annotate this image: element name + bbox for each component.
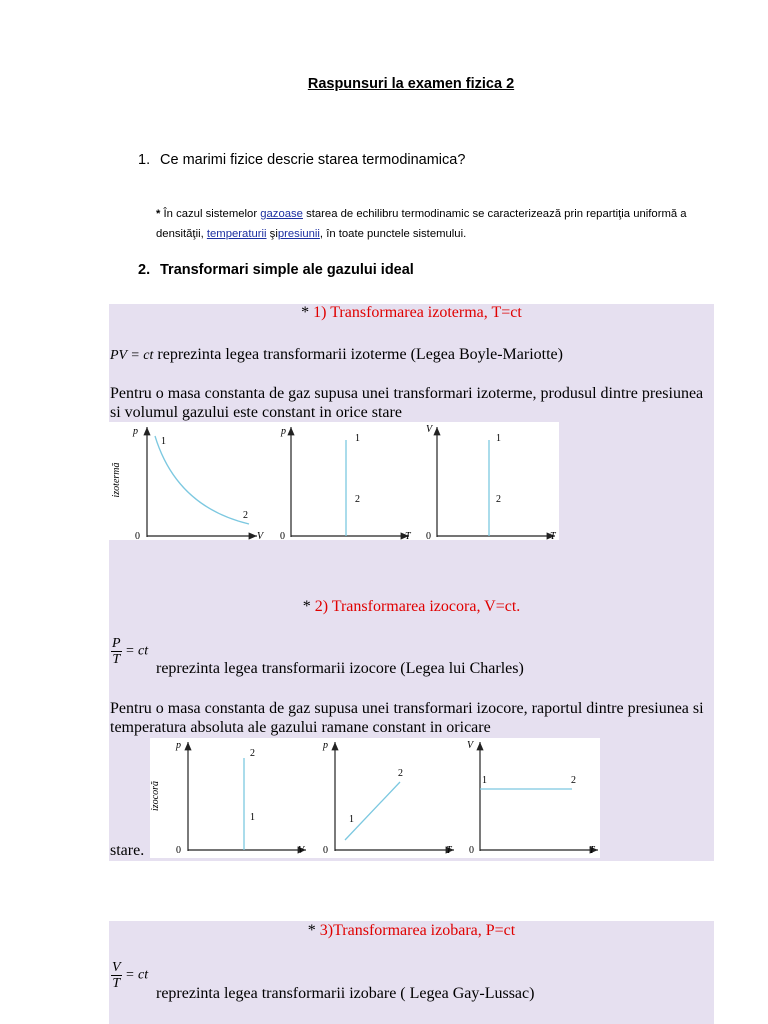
formula-numerator: P bbox=[112, 636, 121, 651]
question-1-number: 1. bbox=[138, 152, 151, 168]
formula-rest: = ct bbox=[125, 967, 149, 983]
point-2-label: 2 bbox=[250, 748, 255, 759]
origin-label: 0 bbox=[135, 531, 140, 540]
section-3-title: 3)Transformarea izobara, P=ct bbox=[319, 922, 516, 939]
formula-rest: = ct bbox=[125, 643, 149, 659]
section-1-bullet: * bbox=[301, 304, 314, 321]
section-1-heading bbox=[109, 304, 714, 322]
link-gazoase[interactable]: gazoase bbox=[260, 208, 303, 220]
section-3-law: reprezinta legea transformarii izobare ( Legea Gay-Lussac) bbox=[156, 985, 535, 1002]
y-axis-label: V bbox=[467, 740, 474, 751]
graph-1a bbox=[132, 426, 265, 540]
section-1-law bbox=[110, 345, 715, 365]
origin-label: 0 bbox=[426, 531, 431, 540]
section-2-bullet: * bbox=[302, 598, 315, 615]
x-axis-label: T bbox=[405, 531, 411, 540]
link-presiunii[interactable]: presiunii bbox=[277, 228, 320, 240]
isochore-line bbox=[345, 782, 400, 840]
note-text: starea de echilibru termodinamic se caracterizează prin repartiţia uniformă a densităţii, bbox=[156, 208, 687, 240]
graph-2a bbox=[175, 740, 306, 856]
formula-denominator: T bbox=[112, 652, 121, 667]
point-2-label: 2 bbox=[398, 768, 403, 779]
section-1-graphs bbox=[109, 422, 559, 540]
question-1 bbox=[138, 152, 465, 168]
section-2-formula bbox=[111, 636, 148, 667]
formula-numerator: V bbox=[112, 960, 121, 975]
section-2-law: reprezinta legea transformarii izocore (Legea lui Charles) bbox=[156, 660, 524, 677]
document-title: Raspunsuri la examen fizica 2 bbox=[307, 76, 515, 92]
x-axis-label: V bbox=[298, 845, 305, 856]
point-2-label: 2 bbox=[571, 775, 576, 786]
x-axis-label: T bbox=[550, 531, 556, 540]
question-2 bbox=[138, 262, 414, 278]
isotherm-curve bbox=[155, 436, 249, 524]
point-1-label: 1 bbox=[496, 433, 501, 444]
point-2-label: 2 bbox=[355, 494, 360, 505]
graph-side-label: izotermă bbox=[111, 462, 122, 498]
y-axis-label: p bbox=[323, 740, 328, 751]
y-axis-label: p bbox=[281, 426, 286, 437]
graph-side-label: izocoră bbox=[150, 781, 161, 811]
section-3-heading bbox=[109, 922, 714, 940]
x-axis-label: T bbox=[446, 845, 452, 856]
note-text: şi bbox=[266, 228, 278, 240]
point-1-label: 1 bbox=[355, 433, 360, 444]
point-2-label: 2 bbox=[496, 494, 501, 505]
note-text: , în toate punctele sistemului. bbox=[319, 228, 467, 240]
section-2-description-end: stare. bbox=[110, 842, 145, 859]
note-bullet: * bbox=[156, 208, 161, 220]
graph-2c bbox=[467, 740, 598, 856]
question-2-number: 2. bbox=[138, 262, 151, 278]
point-1-label: 1 bbox=[349, 814, 354, 825]
section-1-law-text: reprezinta legea transformarii izoterme (Legea Boyle-Mariotte) bbox=[153, 346, 563, 363]
section-2-graphs bbox=[150, 738, 600, 858]
section-3-bullet: * bbox=[307, 922, 320, 939]
question-1-text: Ce marimi fizice descrie starea termodinamica? bbox=[160, 152, 466, 168]
origin-label: 0 bbox=[280, 531, 285, 540]
point-2-label: 2 bbox=[243, 510, 248, 521]
origin-label: 0 bbox=[469, 845, 474, 856]
y-axis-label: V bbox=[426, 424, 433, 435]
graph-1c bbox=[426, 424, 557, 540]
formula-denominator: T bbox=[112, 976, 121, 991]
section-3-formula bbox=[111, 960, 148, 991]
point-1-label: 1 bbox=[161, 436, 166, 447]
section-2-title: 2) Transformarea izocora, V=ct. bbox=[314, 598, 521, 615]
y-axis-label: p bbox=[176, 740, 181, 751]
y-axis-label: p bbox=[133, 426, 138, 437]
x-axis-label: T bbox=[589, 845, 595, 856]
section-1-description: Pentru o masa constanta de gaz supusa unei transformari izoterme, produsul dintre presiunea si volumul gazului este constant in orice stare bbox=[110, 385, 704, 421]
x-axis-label: V bbox=[257, 531, 264, 540]
section-2-heading bbox=[109, 598, 714, 616]
origin-label: 0 bbox=[323, 845, 328, 856]
graph-1b bbox=[280, 426, 412, 540]
section-1-title: 1) Transformarea izoterma, T=ct bbox=[313, 304, 522, 321]
point-1-label: 1 bbox=[250, 812, 255, 823]
point-1-label: 1 bbox=[482, 775, 487, 786]
origin-label: 0 bbox=[176, 845, 181, 856]
note-text: În cazul sistemelor bbox=[160, 208, 261, 220]
graph-2b bbox=[322, 740, 454, 856]
link-temperaturii[interactable]: temperaturii bbox=[206, 228, 267, 240]
section-2-description: Pentru o masa constanta de gaz supusa unei transformari izocore, raportul dintre presiunea si temperatura absoluta ale gazului ramane constant in oricare bbox=[110, 700, 704, 736]
section-1-formula: PV = ct bbox=[110, 348, 154, 363]
question-2-text: Transformari simple ale gazului ideal bbox=[160, 262, 414, 278]
answer-note bbox=[156, 204, 716, 244]
